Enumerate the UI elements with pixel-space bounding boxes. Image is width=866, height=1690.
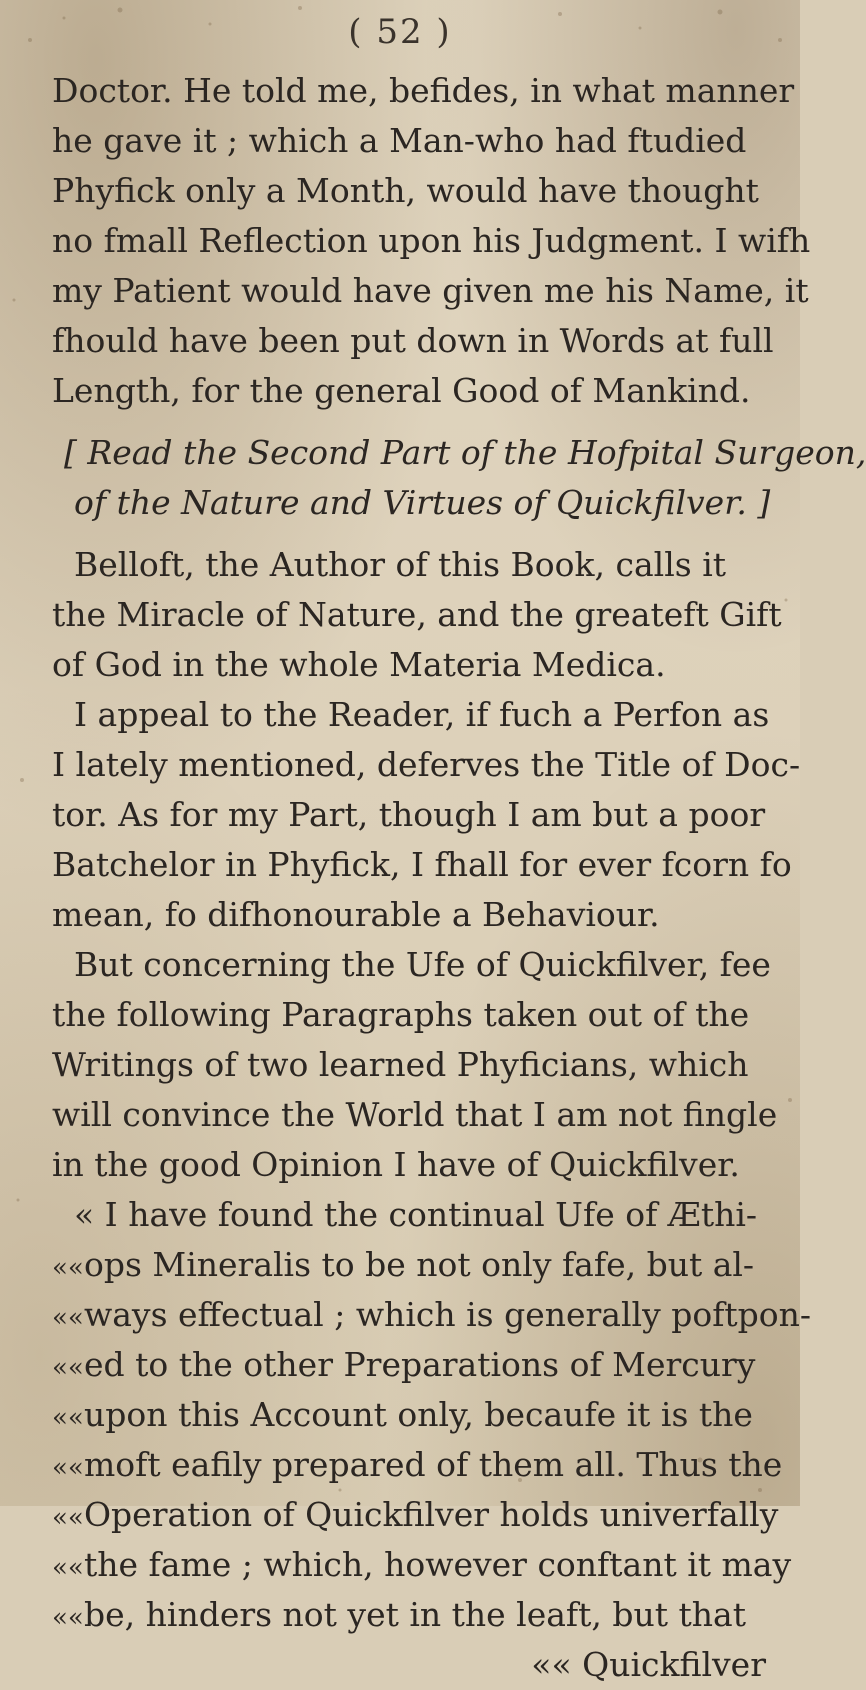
- text-line: fhould have been put down in Words at full: [52, 321, 774, 360]
- page-number: ( 52 ): [348, 12, 452, 52]
- text-line: in the good Opinion I have of Quickfilver.: [52, 1145, 740, 1184]
- body-text: [52, 66, 866, 1690]
- text-line: I appeal to the Reader, if fuch a Perfon as: [74, 695, 770, 734]
- quote-line: upon this Account only, becaufe it is the: [84, 1395, 753, 1434]
- text-line: Batchelor in Phyfick, I fhall for ever fcorn fo: [52, 845, 792, 884]
- text-line: the Miracle of Nature, and the greateft Gift: [52, 595, 782, 634]
- text-line: mean, fo difhonourable a Behaviour.: [52, 895, 660, 934]
- quote-mark: ««: [52, 1603, 84, 1633]
- text-line: Belloft, the Author of this Book, calls it: [74, 545, 727, 584]
- quote-mark: ««: [52, 1403, 84, 1433]
- catchword: «« Quickfilver: [531, 1645, 766, 1684]
- quoted-passage: [52, 1190, 812, 1690]
- quote-mark: ««: [52, 1503, 84, 1533]
- quote-line: the fame ; which, however conftant it may: [84, 1545, 792, 1584]
- quote-line: be, hinders not yet in the leaft, but that: [84, 1595, 746, 1634]
- text-line: Phyfick only a Month, would have thought: [52, 171, 759, 210]
- text-line: will convince the World that I am not fingle: [52, 1095, 778, 1134]
- text-line: Writings of two learned Phyficians, which: [52, 1045, 749, 1084]
- text-line: tor. As for my Part, though I am but a poor: [52, 795, 766, 834]
- text-line: I lately mentioned, deferves the Title of Doc-: [52, 745, 801, 784]
- quote-mark: ««: [52, 1553, 84, 1583]
- text-line: the following Paragraphs taken out of the: [52, 995, 750, 1034]
- citation-line: of the Nature and Virtues of Quickfilver. ]: [74, 483, 771, 522]
- paragraph-1: [52, 66, 811, 416]
- text-line: of God in the whole Materia Medica.: [52, 645, 666, 684]
- text-line: he gave it ; which a Man-who had ftudied: [52, 121, 747, 160]
- citation-line: [ Read the Second Part of the Hofpital Surgeon,: [64, 433, 866, 472]
- text-line: my Patient would have given me his Name, it: [52, 271, 809, 310]
- quote-mark: ««: [52, 1353, 84, 1383]
- quote-line: ed to the other Preparations of Mercury: [84, 1345, 756, 1384]
- quote-line: ways effectual ; which is generally poftpon-: [84, 1295, 812, 1334]
- quote-line: ops Mineralis to be not only fafe, but al-: [84, 1245, 755, 1284]
- quote-line: « I have found the continual Ufe of Æthi-: [74, 1195, 758, 1234]
- text-line: no fmall Reflection upon his Judgment. I wifh: [52, 221, 811, 260]
- quote-mark: ««: [52, 1303, 84, 1333]
- quote-line: Operation of Quickfilver holds univerfally: [84, 1495, 779, 1534]
- quote-mark: ««: [52, 1453, 84, 1483]
- quote-line: moft eafily prepared of them all. Thus the: [84, 1445, 783, 1484]
- paragraph-3: [52, 690, 801, 940]
- text-line: Doctor. He told me, befides, in what manner: [52, 71, 795, 110]
- quote-mark: ««: [52, 1253, 84, 1283]
- text-line: But concerning the Ufe of Quickfilver, fee: [74, 945, 771, 984]
- text-line: Length, for the general Good of Mankind.: [52, 371, 751, 410]
- citation: [52, 428, 866, 528]
- paragraph-4: [52, 940, 778, 1190]
- paragraph-2: [52, 540, 782, 690]
